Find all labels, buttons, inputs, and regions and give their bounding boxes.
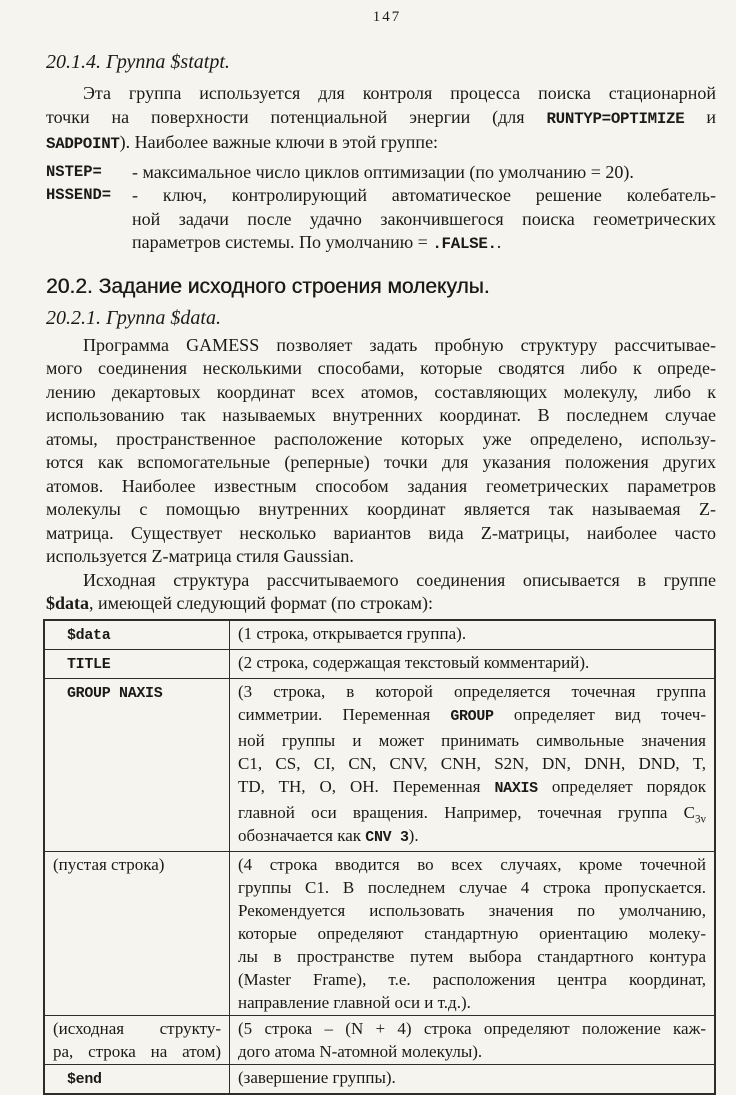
text-line [46, 381, 716, 405]
text-segment: используется Z-матрица стиля Gaussian. [46, 546, 354, 566]
text-line [238, 991, 706, 1014]
table-row [44, 851, 715, 1015]
text-segment: . [496, 232, 502, 252]
text-segment: - ключ, контролирующий автоматическое решение колебатель- [132, 185, 716, 205]
text-segment: (пустая строка) [53, 854, 165, 874]
keyword-text: TITLE [67, 656, 111, 673]
field-cell [44, 678, 230, 851]
text-segment: дого атома N-атомной молекулы). [238, 1041, 483, 1061]
text-segment: молекулы с помощью внутренних координат является так называемая Z- [46, 499, 716, 519]
text-segment: атомов. Наиболее известным способом задания геометрических параметров [46, 475, 716, 496]
text-segment: (Master Frame), т.е. расположения центра координат, [238, 969, 706, 989]
text-segment: (1 строка, открывается группа). [238, 623, 467, 643]
text-line [46, 498, 716, 522]
text-line [238, 922, 706, 945]
text-segment: определяет порядок [537, 776, 707, 796]
key-row-hssend [46, 184, 716, 257]
text-line [238, 853, 706, 876]
text-segment: и [684, 106, 717, 127]
text-segment: ). Наиболее важные ключи в этой группе: [119, 132, 439, 152]
text-line [132, 231, 716, 257]
text-segment: мого соединения несколькими способами, которые сводятся либо к опреде- [46, 358, 716, 378]
statpt-key-list [46, 161, 716, 257]
text-line [238, 1066, 706, 1089]
table-row [44, 1064, 715, 1094]
text-segment: TD, TH, O, OH. Переменная [238, 776, 495, 796]
text-line [53, 853, 221, 876]
text-segment: которые определяют стандартную ориентацию молеку- [238, 923, 706, 943]
text-segment: использованию так называемых внутренних координат. В последнем случае [46, 405, 716, 425]
text-line [53, 680, 221, 706]
keyword-text: SADPOINT [46, 135, 120, 153]
text-segment: (3 строка, в которой определяется точечная группа [238, 681, 706, 701]
keyword-text: GROUP NAXIS [67, 685, 163, 702]
text-segment: симметрии. Переменная [238, 704, 451, 724]
text-line [46, 357, 716, 381]
text-line [238, 899, 706, 922]
text-segment: направление главной оси и т.д.). [238, 992, 471, 1012]
statpt-section-heading: 20.1.4. Группа $statpt. [46, 51, 230, 73]
table-row [44, 649, 715, 678]
keyword-text: .FALSE. [432, 235, 497, 253]
text-segment: точки на поверхности потенциальной энергии (для [46, 106, 547, 127]
key-name: HSSEND= [46, 186, 112, 204]
text-line [238, 703, 706, 729]
text-line [46, 475, 716, 499]
text-line [46, 522, 716, 546]
text-segment: Программа GAMESS позволяет задать пробную структуру рассчитывае- [83, 334, 716, 355]
text-segment: ). [408, 825, 419, 845]
field-cell [44, 851, 230, 1015]
description-cell [230, 678, 716, 851]
data-group-section-heading: 20.2.1. Группа $data. [46, 306, 221, 329]
text-segment: обозначается как [238, 825, 366, 845]
text-segment: (2 строка, содержащая текстовый комментарий). [238, 652, 590, 672]
key-row-nstep [46, 161, 716, 185]
text-line [238, 752, 706, 775]
text-line [238, 680, 706, 703]
text-segment: (завершение группы). [238, 1067, 396, 1087]
text-segment: ной группы и может принимать символьные значения [238, 730, 706, 750]
text-line [238, 801, 706, 824]
text-line [46, 106, 716, 132]
text-line [238, 945, 706, 968]
text-line [238, 968, 706, 991]
text-line [46, 545, 716, 569]
text-line [53, 622, 221, 648]
text-segment: (4 строка вводится во всех случаях, кроме точечной [238, 854, 706, 874]
data-group-paragraph-1 [46, 334, 716, 569]
text-segment: , имеющей следующий формат (по строкам): [89, 593, 434, 613]
key-description [132, 184, 716, 257]
text-segment: (5 строка – (N + 4) строка определяют положение каж- [238, 1018, 706, 1038]
text-line [132, 161, 716, 185]
text-line [53, 651, 221, 677]
text-segment: лы в пространстве путем выбора стандартного контура [238, 946, 706, 966]
text-segment: C1, CS, CI, CN, CNV, CNH, S2N, DN, DNH, DND, T, [238, 753, 706, 773]
text-line [46, 592, 716, 616]
text-segment: 3v [694, 812, 706, 825]
keyword-text: $end [67, 1071, 102, 1088]
text-line [238, 729, 706, 752]
text-line [46, 334, 716, 358]
description-cell [230, 620, 716, 650]
text-line [46, 451, 716, 475]
text-line [46, 569, 716, 593]
text-segment: определяет вид точеч- [493, 704, 706, 724]
keyword-text: CNV 3 [365, 829, 409, 846]
text-line [238, 1017, 706, 1040]
table-row [44, 678, 715, 851]
text-line [46, 82, 716, 106]
text-segment: Рекомендуется использовать значения по умолчанию, [238, 900, 706, 920]
text-segment: ной задачи после удачно закончившегося поиска геометрических [132, 208, 716, 229]
text-line [46, 428, 716, 452]
field-cell [44, 620, 230, 650]
text-line [238, 1040, 706, 1063]
text-segment: главной оси вращения. Например, точечная группа C [238, 802, 695, 822]
text-line [238, 824, 706, 850]
text-line [132, 208, 716, 232]
text-line [53, 1066, 221, 1092]
keyword-text: $data [67, 627, 111, 644]
description-cell [230, 851, 716, 1015]
text-segment: $data [46, 593, 90, 613]
table-row [44, 620, 715, 650]
text-line [53, 1017, 221, 1040]
text-line [46, 131, 716, 157]
text-line [238, 876, 706, 899]
page-number: 147 [372, 9, 402, 25]
text-line [46, 404, 716, 428]
keyword-text: NAXIS [494, 780, 538, 797]
text-segment: (исходная структу- [53, 1018, 221, 1038]
text-line [238, 775, 706, 801]
text-line [238, 651, 706, 674]
description-cell [230, 649, 716, 678]
text-segment: Эта группа используется для контроля процесса поиска стационарной [83, 83, 716, 103]
text-segment: ра, строка на атом) [53, 1041, 221, 1061]
text-segment: - максимальное число циклов оптимизации (по умолчанию = 20). [132, 161, 634, 182]
text-segment: ются как вспомогательные (реперные) точки для указания положения других [46, 452, 716, 472]
table-row [44, 1015, 715, 1064]
text-segment: лению декартовых координат всех атомов, составляющих молекулу, либо к [46, 381, 716, 402]
text-segment: атомы, пространственное расположение которых уже определено, использу- [46, 428, 716, 449]
text-segment: матрица. Существует несколько вариантов вида Z-матрицы, наиболее часто [46, 522, 716, 543]
molecule-section-heading: 20.2. Задание исходного строения молекулы. [46, 274, 490, 298]
text-line [53, 1040, 221, 1063]
keyword-text: GROUP [450, 708, 494, 725]
field-cell [44, 649, 230, 678]
field-cell [44, 1015, 230, 1064]
field-cell [44, 1064, 230, 1094]
description-cell [230, 1015, 716, 1064]
text-segment: Исходная структура рассчитываемого соединения описывается в группе [83, 569, 716, 590]
text-line [132, 184, 716, 208]
description-cell [230, 1064, 716, 1094]
statpt-paragraph [46, 82, 716, 157]
key-description [132, 161, 716, 185]
data-group-paragraph-2 [46, 569, 716, 616]
text-segment: группы C1. В последнем случае 4 строка пропускается. [238, 877, 706, 897]
key-name: NSTEP= [46, 162, 102, 181]
data-format-table [43, 619, 716, 1095]
text-line [238, 622, 706, 645]
text-segment: параметров системы. По умолчанию = [132, 232, 433, 252]
keyword-text: RUNTYP=OPTIMIZE [546, 109, 685, 128]
